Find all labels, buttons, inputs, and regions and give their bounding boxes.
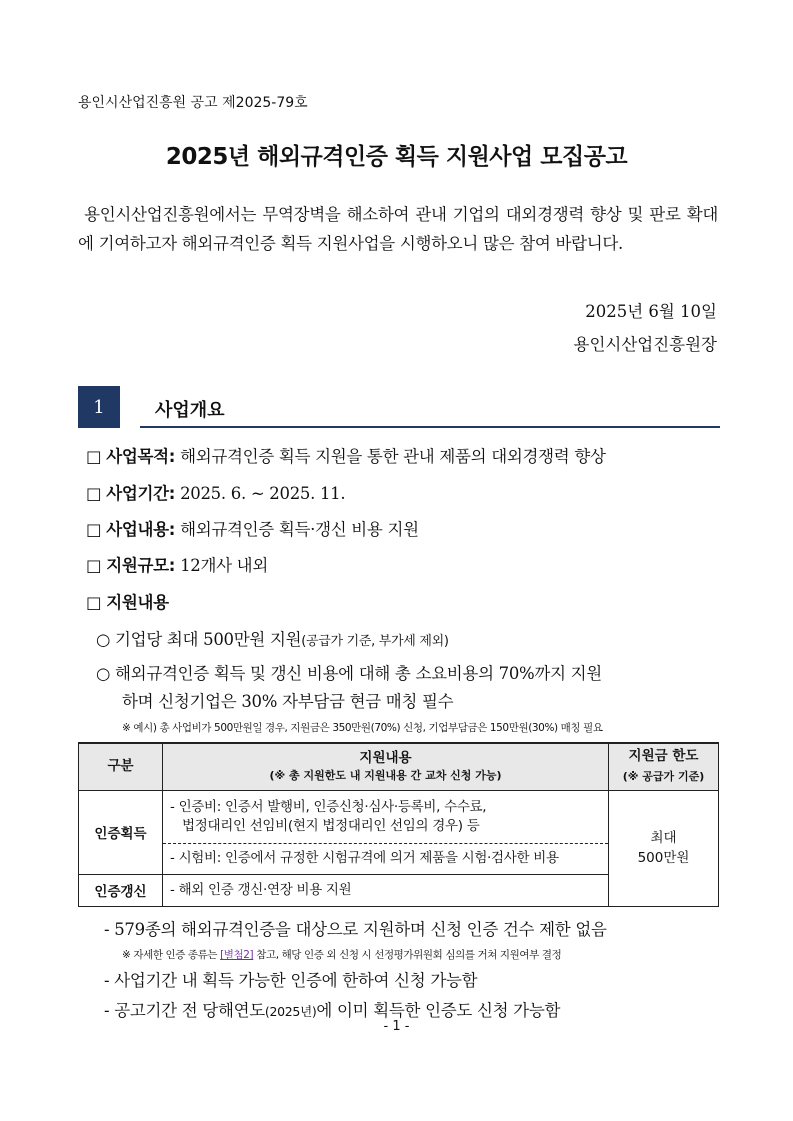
- item-value: 12개사 내외: [180, 556, 268, 575]
- header-category: 구분: [79, 743, 163, 790]
- cell-renew: - 해외 인증 갱신·연장 비용 지원: [163, 874, 609, 906]
- item-label: 사업목적:: [106, 447, 176, 466]
- dash-3-text-b: 에 이미 획득한 인증도 신청 가능함: [316, 1001, 561, 1020]
- table-header-row: [79, 743, 719, 790]
- limit-line-2: 500만원: [637, 850, 690, 866]
- page-title: 2025년 해외규격인증 획득 지원사업 모집공고: [165, 144, 628, 170]
- page-number: - 1 -: [383, 1019, 410, 1034]
- cell-acquire-test: - 시험비: 인증에서 규정한 시험규격에 의거 제품을 시험·검사한 비용: [163, 843, 609, 874]
- cell-acquire-cert: [163, 790, 609, 843]
- header-content-sub: (※ 총 지원한도 내 지원내용 간 교차 신청 가능): [269, 768, 502, 782]
- item-value: 2025. 6. ~ 2025. 11.: [180, 484, 346, 503]
- item-label: 사업기간:: [106, 484, 176, 503]
- support-bullet-2-line2: 하며 신청기업은 30% 자부담금 현금 매칭 필수: [122, 692, 454, 711]
- note-prefix: ※ 자세한 인증 종류는: [122, 949, 221, 961]
- checkbox-icon: □: [86, 556, 102, 575]
- section-title: 사업개요: [155, 400, 225, 421]
- item-label: 사업내용:: [106, 520, 176, 539]
- acquire-line-2: 법정대리인 선임비(현지 법정대리인 선임의 경우) 등: [182, 817, 480, 834]
- section-divider: [140, 426, 720, 428]
- support-table: [78, 742, 719, 907]
- header-content-label: 지원내용: [359, 749, 412, 766]
- row-label-acquire: 인증획득: [79, 790, 163, 874]
- note-suffix: 참고, 해당 인증 외 신청 시 선정평가위원회 심의를 거쳐 지원여부 결정: [253, 949, 562, 961]
- attachment-link[interactable]: [별첨2]: [220, 949, 254, 961]
- dash-item-2: - 사업기간 내 획득 가능한 인증에 한하여 신청 가능함: [104, 971, 478, 990]
- row-label-renew: 인증갱신: [79, 874, 163, 906]
- bullet-main-text: ○ 기업당 최대 500만원 지원: [96, 630, 302, 649]
- header-limit: [609, 743, 719, 790]
- checkbox-icon: □: [86, 593, 102, 612]
- notice-number: 용인시산업진흥원 공고 제2025-79호: [78, 95, 308, 111]
- support-bullet-2-line1: ○ 해외규격인증 획득 및 갱신 비용에 대해 총 소요비용의 70%까지 지원: [96, 664, 602, 683]
- item-period: [86, 480, 345, 504]
- checkbox-icon: □: [86, 447, 102, 466]
- item-label: 지원내용: [106, 593, 169, 612]
- limit-line-1: 최대: [650, 830, 677, 846]
- cell-limit: [609, 790, 719, 906]
- dash-3-text-a: - 공고기간 전 당해연도: [104, 1001, 265, 1020]
- item-support: [86, 589, 169, 613]
- intro-paragraph: [78, 200, 718, 258]
- support-bullet-1: [96, 626, 449, 650]
- dash-3-small: (2025년): [264, 1004, 317, 1019]
- section-number-badge: 1: [78, 386, 120, 428]
- intro-text: 용인시산업진흥원에서는 무역장벽을 해소하여 관내 기업의 대외경쟁력 향상 및 판로 확대에 기여하고자 해외규격인증 획득 지원사업을 시행하오니 많은 참여 바랍니다.: [78, 205, 718, 253]
- dash-item-3: [104, 997, 560, 1021]
- acquire-line-1: - 인증비: 인증서 발행비, 인증신청·심사·등록비, 수수료,: [170, 798, 487, 815]
- header-limit-sub: (※ 공급가 기준): [622, 770, 705, 784]
- header-content: [163, 743, 609, 790]
- dash-item-1: - 579종의 해외규격인증을 대상으로 지원하며 신청 인증 건수 제한 없음: [104, 920, 607, 939]
- item-value: 해외규격인증 획득 지원을 통한 관내 제품의 대외경쟁력 향상: [180, 447, 606, 466]
- table-row: [79, 790, 719, 843]
- checkbox-icon: □: [86, 520, 102, 539]
- item-content: [86, 516, 419, 540]
- notice-date: 2025년 6월 10일: [585, 302, 717, 321]
- item-label: 지원규모:: [106, 556, 176, 575]
- item-scale: [86, 552, 268, 576]
- item-value: 해외규격인증 획득·갱신 비용 지원: [180, 520, 419, 539]
- header-limit-label: 지원금 한도: [628, 748, 699, 765]
- signer: 용인시산업진흥원장: [573, 335, 717, 354]
- checkbox-icon: □: [86, 484, 102, 503]
- bullet-sub-text: (공급가 기준, 부가세 제외): [301, 634, 449, 649]
- cert-type-note: [122, 947, 561, 962]
- item-purpose: [86, 443, 606, 467]
- example-note: ※ 예시) 총 사업비가 500만원일 경우, 지원금은 350만원(70%) 신청, 기업부담금은 150만원(30%) 매칭 필요: [122, 722, 603, 734]
